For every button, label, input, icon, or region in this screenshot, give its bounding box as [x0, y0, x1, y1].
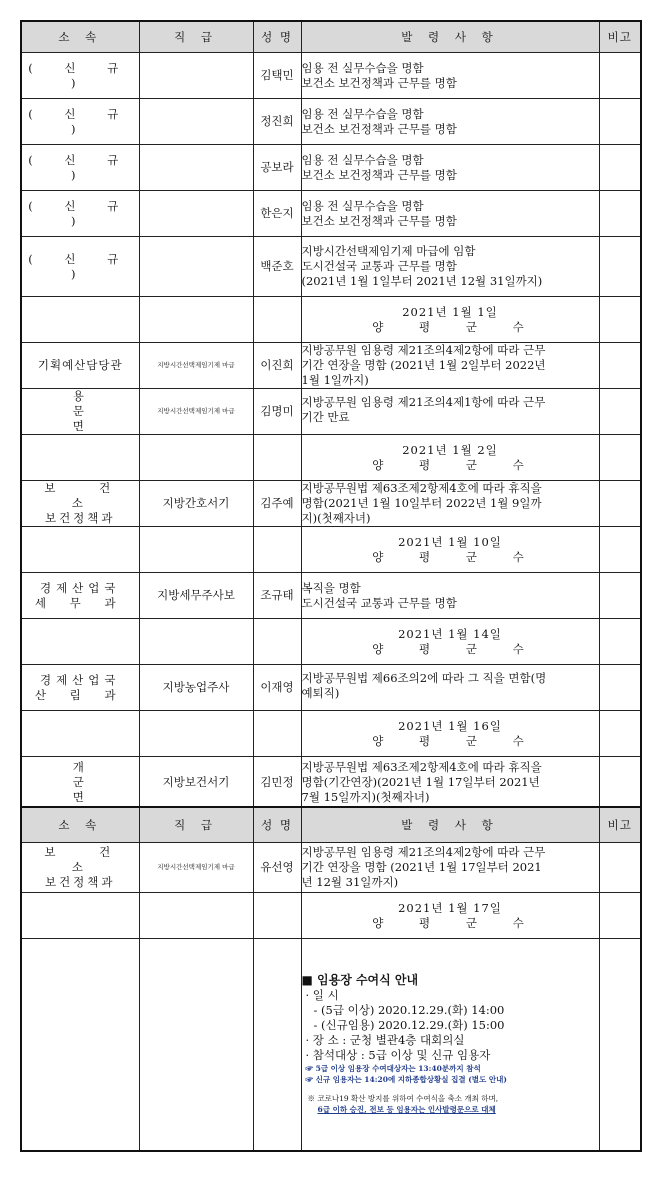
- grade-cell: 지방시간선택제임기제 마급: [139, 343, 253, 389]
- remark-cell: [599, 665, 641, 711]
- table-row: [21, 99, 641, 145]
- grade-cell: 지방간호서기: [139, 481, 253, 527]
- table-row: [21, 389, 641, 435]
- remark-cell: [599, 573, 641, 619]
- notice-cell: 지방공무원 임용령 제21조의4제2항에 따라 근무 기간 연장을 명함 (2021년 1월 17일부터 2021 년 12월 31일까지): [301, 843, 599, 893]
- date-text: 2021년 1월 2일: [402, 442, 498, 457]
- date-cell: [301, 619, 599, 665]
- remark-cell: [599, 343, 641, 389]
- ceremony-note-2: 6급 이하 승진, 전보 등 임용자는 인사발령문으로 대체: [317, 1105, 496, 1115]
- notice-cell: 지방공무원 임용령 제21조의4제1항에 따라 근무 기간 만료: [301, 389, 599, 435]
- grade-cell: 지방세무주사보: [139, 573, 253, 619]
- ceremony-time-label: · 일 시: [305, 988, 339, 1003]
- date-row: [21, 893, 641, 939]
- date-text: 2021년 1월 1일: [402, 304, 498, 319]
- grade-cell: [139, 191, 253, 237]
- governor-text: 양 평 군 수: [372, 641, 540, 656]
- grade-cell: 지방농업주사: [139, 665, 253, 711]
- ceremony-time-new: - (신규임용) 2020.12.29.(화) 15:00: [313, 1018, 505, 1033]
- governor-text: 양 평 군 수: [372, 915, 540, 930]
- ceremony-title: ■ 임용장 수여식 안내: [301, 973, 419, 988]
- appointment-table-1: [20, 20, 642, 811]
- header-remark: 비고: [599, 807, 641, 843]
- remark-cell: [599, 843, 641, 893]
- header-name: 성 명: [253, 21, 301, 53]
- notice-cell: 지방공무원법 제66조의2에 따라 그 직을 면함(명 예퇴직): [301, 665, 599, 711]
- header-row: [21, 21, 641, 53]
- grade-cell: 지방시간선택제임기제 마급: [139, 389, 253, 435]
- remark-cell: [599, 481, 641, 527]
- dept-cell: 보 건 소 보건정책과: [21, 481, 139, 527]
- grade-cell: 지방시간선택제임기제 마급: [139, 843, 253, 893]
- governor-text: 양 평 군 수: [372, 549, 540, 564]
- date-cell: [301, 435, 599, 481]
- dept-cell: 경제산업국 산 림 과: [21, 665, 139, 711]
- date-text: 2021년 1월 10일: [398, 534, 502, 549]
- dept-cell: 개 군 면: [21, 757, 139, 810]
- notice-cell: 지방공무원 임용령 제21조의4제2항에 따라 근무 기간 연장을 명함 (2021년 1월 2일부터 2022년 1월 1일까지): [301, 343, 599, 389]
- name-cell: 정진희: [253, 99, 301, 145]
- appointment-table-2: [20, 806, 642, 1152]
- name-cell: 조규태: [253, 573, 301, 619]
- ceremony-row: [21, 939, 641, 1151]
- date-row: [21, 297, 641, 343]
- date-row: [21, 711, 641, 757]
- header-name: 성 명: [253, 807, 301, 843]
- grade-cell: [139, 53, 253, 99]
- notice-cell: 지방공무원법 제63조제2항제4호에 따라 휴직을 명함(기간연장)(2021년 1월 17일부터 2021년 7월 15일까지)(첫째자녀): [301, 757, 599, 810]
- notice-cell: 지방공무원법 제63조제2항제4호에 따라 휴직을 명함(2021년 1월 10일부터 2022년 1월 9일까 지)(첫째자녀): [301, 481, 599, 527]
- ceremony-note-1: ※ 코로나19 확산 방지를 위하여 수여식을 축소 개최 하며,: [307, 1094, 499, 1104]
- grade-cell: [139, 145, 253, 191]
- remark-cell: [599, 99, 641, 145]
- ceremony-note: [302, 1093, 599, 1115]
- date-cell: [301, 893, 599, 939]
- table-row: [21, 191, 641, 237]
- grade-cell: [139, 237, 253, 297]
- grade-cell: [139, 99, 253, 145]
- dept-cell: ( 신 규 ): [21, 191, 139, 237]
- dept-cell: 보 건 소 보건정책과: [21, 843, 139, 893]
- name-cell: 한은지: [253, 191, 301, 237]
- governor-text: 양 평 군 수: [372, 733, 540, 748]
- table-row: [21, 665, 641, 711]
- dept-cell: ( 신 규 ): [21, 145, 139, 191]
- name-cell: 이재영: [253, 665, 301, 711]
- name-cell: 백준호: [253, 237, 301, 297]
- remark-cell: [599, 191, 641, 237]
- table-row: [21, 757, 641, 810]
- date-text: 2021년 1월 17일: [398, 900, 502, 915]
- ceremony-place: · 장 소 : 군청 별관4층 대회의실: [305, 1033, 465, 1048]
- date-row: [21, 619, 641, 665]
- dept-cell: 기획예산담당관: [21, 343, 139, 389]
- dept-cell: ( 신 규 ): [21, 99, 139, 145]
- ceremony-bullet-2: ☞ 신규 임용자는 14:20에 지하종합상황실 집결 (별도 안내): [305, 1075, 507, 1085]
- dept-cell: 경제산업국 세 무 과: [21, 573, 139, 619]
- governor-text: 양 평 군 수: [372, 457, 540, 472]
- header-remark: 비고: [599, 21, 641, 53]
- date-cell: [301, 527, 599, 573]
- date-row: [21, 435, 641, 481]
- name-cell: 이진희: [253, 343, 301, 389]
- ceremony-time-5grade: - (5급 이상) 2020.12.29.(화) 14:00: [313, 1003, 505, 1018]
- notice-cell: 임용 전 실무수습을 명함 보건소 보건정책과 근무를 명함: [301, 99, 599, 145]
- table-row: [21, 481, 641, 527]
- governor-text: 양 평 군 수: [372, 319, 540, 334]
- table-row: [21, 573, 641, 619]
- dept-cell: 용 문 면: [21, 389, 139, 435]
- date-text: 2021년 1월 16일: [398, 718, 502, 733]
- header-grade: 직 급: [139, 21, 253, 53]
- header-notice: 발 령 사 항: [301, 807, 599, 843]
- header-grade: 직 급: [139, 807, 253, 843]
- name-cell: 김명미: [253, 389, 301, 435]
- name-cell: 공보라: [253, 145, 301, 191]
- date-cell: [301, 711, 599, 757]
- remark-cell: [599, 145, 641, 191]
- remark-cell: [599, 53, 641, 99]
- notice-cell: 복직을 명함 도시건설국 교통과 근무를 명함: [301, 573, 599, 619]
- remark-cell: [599, 389, 641, 435]
- date-text: 2021년 1월 14일: [398, 626, 502, 641]
- table-row: [21, 145, 641, 191]
- name-cell: 유선영: [253, 843, 301, 893]
- name-cell: 김주예: [253, 481, 301, 527]
- header-dept: 소 속: [21, 21, 139, 53]
- notice-cell: 지방시간선택제임기제 마급에 임함 도시건설국 교통과 근무를 명함 (2021년 1월 1일부터 2021년 12월 31일까지): [301, 237, 599, 297]
- ceremony-attendees: · 참석대상 : 5급 이상 및 신규 임용자: [305, 1048, 491, 1063]
- table-row: [21, 237, 641, 297]
- notice-cell: 임용 전 실무수습을 명함 보건소 보건정책과 근무를 명함: [301, 53, 599, 99]
- ceremony-bullet-1: ☞ 5급 이상 임용장 수여대상자는 13:40분까지 참석: [305, 1064, 481, 1074]
- date-cell: [301, 297, 599, 343]
- table-row: [21, 843, 641, 893]
- date-row: [21, 527, 641, 573]
- dept-cell: ( 신 규 ): [21, 237, 139, 297]
- header-dept: 소 속: [21, 807, 139, 843]
- ceremony-info: [301, 939, 599, 1151]
- dept-cell: ( 신 규 ): [21, 53, 139, 99]
- remark-cell: [599, 757, 641, 810]
- name-cell: 김택민: [253, 53, 301, 99]
- notice-cell: 임용 전 실무수습을 명함 보건소 보건정책과 근무를 명함: [301, 145, 599, 191]
- header-row: [21, 807, 641, 843]
- remark-cell: [599, 237, 641, 297]
- name-cell: 김민정: [253, 757, 301, 810]
- notice-cell: 임용 전 실무수습을 명함 보건소 보건정책과 근무를 명함: [301, 191, 599, 237]
- header-notice: 발 령 사 항: [301, 21, 599, 53]
- grade-cell: 지방보건서기: [139, 757, 253, 810]
- table-row: [21, 53, 641, 99]
- table-row: [21, 343, 641, 389]
